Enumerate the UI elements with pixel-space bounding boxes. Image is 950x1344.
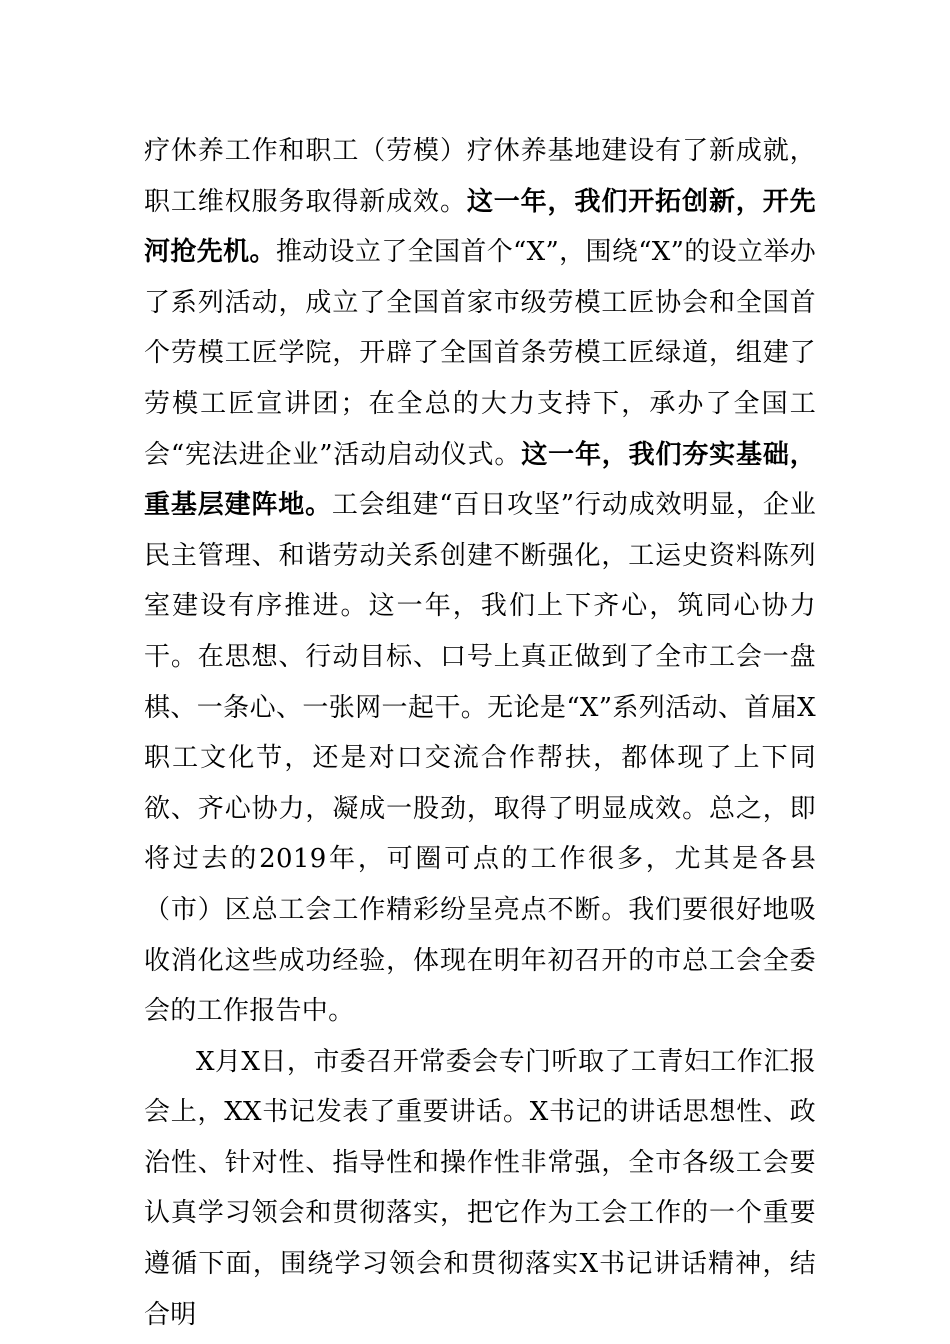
paragraph-1-bold-heading-2: 这一年，我们夯实基础，重基层建阵地。 [144, 439, 816, 521]
paragraph-1-text: 推动设立了全国首个“X”，围绕“X”的设立举办了系列活动，成立了全国首家市级劳模工匠协会和全国首个劳模工匠学院，开辟了全国首条劳模工匠绿道，组建了劳模工匠宣讲团；在全总的大力支持下，承办了全国工会“宪法进企业”活动启动仪式。 [144, 237, 816, 470]
document-body [144, 126, 816, 1340]
paragraph-1 [144, 126, 816, 1037]
paragraph-1-bold-heading-1: 这一年，我们开拓创新，开先河抢先机。 [144, 186, 816, 268]
paragraph-1-text: 工会组建“百日攻坚”行动成效明显，企业民主管理、和谐劳动关系创建不断强化，工运史资料陈列室建设有序推进。这一年，我们上下齐心，筑同心协力干。在思想、行动目标、口号上真正做到了全市工会一盘棋、一条心、一张网一起干。无论是“X”系列活动、首届X职工文化节，还是对口交流合作帮扶，都体现了上下同欲、齐心协力，凝成一股劲，取得了明显成效。总之，即将过去的2019年，可圈可点的工作很多，尤其是各县（市）区总工会工作精彩纷呈亮点不断。我们要很好地吸收消化这些成功经验，体现在明年初召开的市总工会全委会的工作报告中。 [144, 490, 816, 1027]
paragraph-2-text: X月X日，市委召开常委会专门听取了工青妇工作汇报会上，XX书记发表了重要讲话。X书记的讲话思想性、政治性、针对性、指导性和操作性非常强，全市各级工会要认真学习领会和贯彻落实，把它作为工会工作的一个重要遵循下面，围绕学习领会和贯彻落实X书记讲话精神，结合明 [144, 1046, 816, 1330]
paragraph-1-text: 疗休养工作和职工（劳模）疗休养基地建设有了新成就，职工维权服务取得新成效。 [144, 136, 816, 217]
paragraph-2 [144, 1037, 816, 1341]
